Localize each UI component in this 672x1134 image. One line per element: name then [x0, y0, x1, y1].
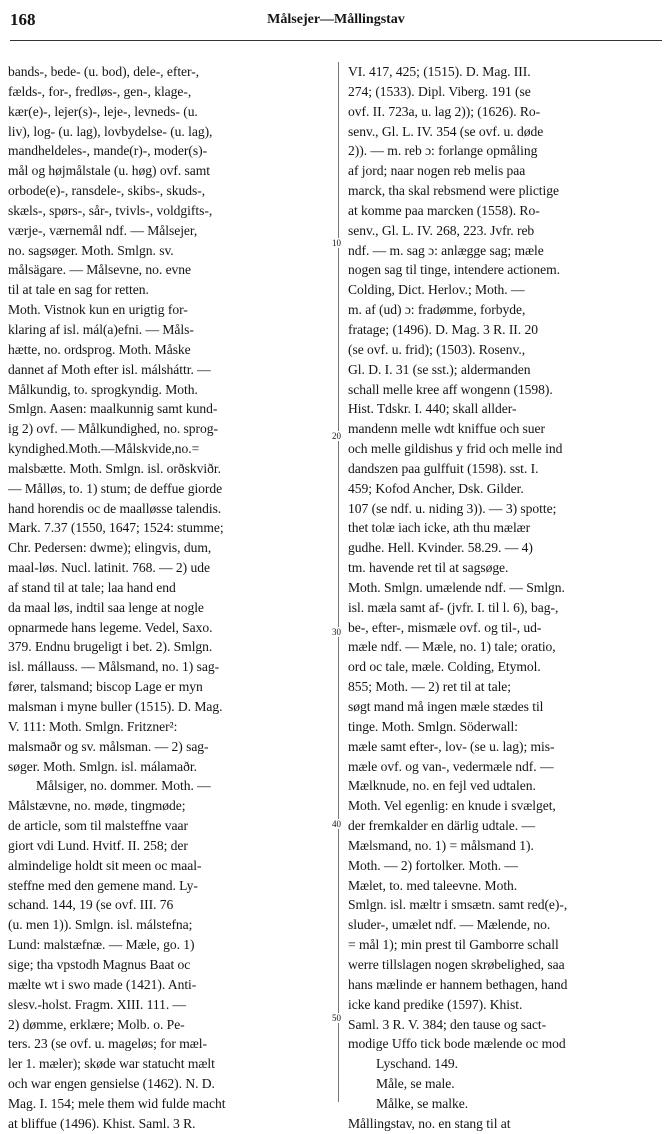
text-line: Mælsmand, no. 1) = målsmand 1).	[348, 837, 534, 853]
text-line: nogen sag til tinge, intendere actionem.	[348, 262, 561, 278]
text-line: liv), log- (u. lag), lovbydelse- (u. lag),	[8, 123, 213, 139]
text-line: och war engen gensielse (1462). N. D.	[8, 1076, 215, 1092]
text-line: Hist. Tdskr. I. 440; skall allder-	[348, 401, 517, 417]
text-line: orbode(e)-, ransdele-, skibs-, skuds-,	[8, 183, 206, 199]
text-line: schand. 144, 19 (se ovf. III. 76	[8, 897, 174, 913]
text-line: isl. mállauss. — Målsmand, no. 1) sag-	[8, 659, 220, 675]
text-line: ig 2) ovf. — Målkundighed, no. sprog-	[8, 421, 218, 437]
text-line: Lyschand. 149.	[376, 1056, 458, 1072]
text-line: be-, efter-, mismæle ovf. og til-, ud-	[348, 619, 542, 635]
text-line: 107 (se ndf. u. niding 3)). — 3) spotte;	[348, 500, 557, 516]
text-line: werre tillslagen nogen skrøbelighed, saa	[348, 956, 565, 972]
text-line: sige; tha vpstodh Magnus Baat oc	[8, 956, 191, 972]
text-line: dandszen paa gulffuit (1598). sst. I.	[348, 460, 539, 476]
text-line: Målsiger, no. dommer. Moth. —	[36, 778, 211, 794]
text-line: m. af (ud) ɔ: fradømme, forbyde,	[348, 302, 526, 318]
text-line: fælds-, for-, fredløs-, gen-, klage-,	[8, 83, 192, 99]
text-line: senv., Gl. L. IV. 354 (se ovf. u. døde	[348, 123, 544, 139]
running-head: Målsejer—Mållingstav	[267, 12, 405, 27]
text-line: 459; Kofod Ancher, Dsk. Gilder.	[348, 480, 524, 496]
text-line: thet tolæ iach icke, ath thu mælær	[348, 520, 531, 536]
text-line: hans mælinde er hannem bethagen, hand	[348, 976, 568, 992]
text-line: opnarmede hans legeme. Vedel, Saxo.	[8, 619, 213, 635]
text-line: mandenn melle wdt kniffue och suer	[348, 421, 545, 437]
text-line: giort vdi Lund. Hvitf. II. 258; der	[8, 837, 188, 853]
text-line: Smlgn. isl. mæltr i smsætn. samt red(e)-,	[348, 897, 568, 913]
text-line: der fremkalder en därlig udtale. —	[348, 818, 536, 834]
text-line: Moth. — 2) fortolker. Moth. —	[348, 857, 518, 873]
text-line: Mark. 7.37 (1550, 1647; 1524: stumme;	[8, 520, 224, 536]
text-line: af jord; naar nogen reb melis paa	[348, 163, 526, 179]
text-line: almindelige holdt sit meen oc maal-	[8, 857, 202, 873]
text-line: til at tale en sag for retten.	[8, 282, 149, 298]
text-line: ndf. — m. sag ɔ: anlægge sag; mæle	[348, 242, 544, 258]
page-number: 168	[10, 10, 36, 29]
text-line: kyndighed.Moth.—Målskvide,no.=	[8, 441, 200, 457]
text-line: at bliffue (1496). Khist. Saml. 3 R.	[8, 1115, 196, 1131]
text-line: Saml. 3 R. V. 384; den tause og sact-	[348, 1016, 547, 1032]
text-line: V. 111: Moth. Smlgn. Fritzner²:	[8, 718, 178, 734]
text-line: Moth. Smlgn. umælende ndf. — Smlgn.	[348, 579, 565, 595]
text-line: søgt mand må ingen mæle stædes til	[348, 699, 544, 714]
text-line: gudhe. Hell. Kvinder. 58.29. — 4)	[348, 540, 533, 556]
page-header	[10, 4, 662, 32]
left-column	[8, 62, 334, 1134]
text-line: skæls-, spørs-, sår-, tvivls-, voldgifts-,	[8, 202, 213, 218]
text-line: Smlgn. Aasen: maalkunnig samt kund-	[8, 401, 218, 417]
text-line: Mælknude, no. en fejl ved udtalen.	[348, 778, 536, 794]
text-line: tm. havende ret til at sagsøge.	[348, 560, 509, 576]
text-line: kær(e)-, lejer(s)-, leje-, levneds- (u.	[8, 103, 198, 119]
column-divider	[338, 62, 339, 1102]
text-line: steffne med den gemene mand. Ly-	[8, 877, 198, 893]
text-line: senv., Gl. L. IV. 268, 223. Jvfr. reb	[348, 222, 535, 238]
text-line: malsman i myne buller (1515). D. Mag.	[8, 699, 223, 714]
text-line: mål og højmålstale (u. høg) ovf. samt	[8, 163, 211, 179]
text-line: slesv.-holst. Fragm. XIII. 111. —	[8, 996, 187, 1012]
text-line: 2) dømme, erklære; Molb. o. Pe-	[8, 1016, 185, 1032]
text-line: icke kand predike (1597). Khist.	[348, 996, 523, 1012]
text-line: af stand til at tale; laa hand end	[8, 579, 176, 595]
text-line: Mållingstav, no. en stang til at	[348, 1115, 511, 1131]
right-column	[348, 62, 664, 1134]
header-rule	[10, 40, 662, 41]
text-line: (se ovf. u. frid); (1503). Rosenv.,	[348, 341, 526, 357]
text-line: værje-, værnemål ndf. — Målsejer,	[8, 222, 198, 238]
text-line: ler 1. mæler); skøde war statucht mælt	[8, 1056, 215, 1072]
text-line: 274; (1533). Dipl. Viberg. 191 (se	[348, 83, 531, 99]
text-line: Gl. D. I. 31 (se sst.); aldermanden	[348, 361, 531, 377]
text-line: mæle ndf. — Mæle, no. 1) tale; oratio,	[348, 639, 556, 655]
text-line: no. sagsøger. Moth. Smlgn. sv.	[8, 242, 174, 258]
text-line: fører, talsmand; biscop Lage er myn	[8, 679, 203, 695]
text-line: 855; Moth. — 2) ret til at tale;	[348, 679, 512, 695]
text-line: mæle ovf. og van-, vedermæle ndf. —	[348, 758, 554, 774]
text-line: hætte, no. ordsprog. Moth. Måske	[8, 341, 191, 357]
text-line: 379. Endnu brugeligt i bet. 2). Smlgn.	[8, 639, 213, 655]
text-line: maal-løs. Nucl. latinit. 768. — 2) ude	[8, 560, 210, 576]
text-line: de article, som til malsteffne vaar	[8, 818, 188, 834]
text-line: (u. men 1)). Smlgn. isl. málstefna;	[8, 917, 193, 933]
text-line: Moth. Vistnok kun en urigtig for-	[8, 302, 188, 318]
text-line: ord oc tale, mæle. Colding, Etymol.	[348, 659, 541, 675]
margin-line-number: 30	[332, 627, 341, 637]
text-line: klaring af isl. mál(a)efni. — Måls-	[8, 321, 194, 337]
text-line: schall melle kree aff wongenn (1598).	[348, 381, 553, 397]
margin-line-number: 50	[332, 1013, 341, 1023]
text-line: Mælet, to. med taleevne. Moth.	[348, 877, 518, 893]
text-line: søger. Moth. Smlgn. isl. málamaðr.	[8, 758, 197, 774]
text-line: fratage; (1496). D. Mag. 3 R. II. 20	[348, 321, 538, 337]
text-line: hand horendis oc de maalløsse talendis.	[8, 500, 222, 516]
margin-line-number: 20	[332, 431, 341, 441]
text-line: och melle gildishus y frid och melle ind	[348, 441, 563, 457]
text-line: mandheldeles-, mande(r)-, moder(s)-	[8, 143, 208, 159]
text-line: Chr. Pedersen: dwme); elingvis, dum,	[8, 540, 212, 556]
text-line: at komme paa marcken (1558). Ro-	[348, 202, 540, 218]
text-line: Moth. Vel egenlig: en knude i svælget,	[348, 798, 556, 814]
margin-line-number: 10	[332, 238, 341, 248]
text-line: marck, tha skal rebsmend were plictige	[348, 183, 559, 199]
text-line: Mag. I. 154; mele them wid fulde macht	[8, 1095, 226, 1111]
text-line: = mål 1); min prest til Gamborre schall	[348, 937, 559, 953]
text-line: sluder-, umælet ndf. — Mælende, no.	[348, 917, 551, 933]
text-line: malsbætte. Moth. Smlgn. isl. orðskviðr.	[8, 460, 221, 476]
text-line: ters. 23 (se ovf. u. mageløs; for mæl-	[8, 1036, 207, 1052]
text-line: Målkundig, to. sprogkyndig. Moth.	[8, 381, 198, 397]
text-line: VI. 417, 425; (1515). D. Mag. III.	[348, 64, 531, 79]
text-line: — Målløs, to. 1) stum; de deffue giorde	[8, 480, 223, 496]
text-line: 2)). — m. reb ɔ: forlange opmåling	[348, 143, 538, 159]
text-line: Måle, se male.	[376, 1076, 455, 1092]
text-line: isl. mæla samt af- (jvfr. I. til l. 6), bag-,	[348, 599, 559, 615]
text-line: tinge. Moth. Smlgn. Söderwall:	[348, 718, 518, 734]
text-line: da maal løs, indtil saa lenge at nogle	[8, 599, 204, 615]
text-line: dannet af Moth efter isl. málsháttr. —	[8, 361, 211, 377]
margin-line-number: 40	[332, 819, 341, 829]
text-line: bands-, bede- (u. bod), dele-, efter-,	[8, 64, 200, 79]
text-line: Målstævne, no. møde, tingmøde;	[8, 798, 186, 814]
text-line: modige Uffo tick bode mælende oc mod	[348, 1036, 566, 1052]
text-line: malsmaðr og sv. målsman. — 2) sag-	[8, 738, 209, 754]
text-line: Colding, Dict. Herlov.; Moth. —	[348, 282, 525, 298]
text-line: målsägare. — Målsevne, no. evne	[8, 262, 192, 278]
text-line: ovf. II. 723a, u. lag 2)); (1626). Ro-	[348, 103, 541, 119]
text-line: mælte wt i swo made (1421). Anti-	[8, 976, 197, 992]
text-line: mæle samt efter-, lov- (se u. lag); mis-	[348, 738, 555, 754]
text-line: Lund: malstæfnæ. — Mæle, go. 1)	[8, 937, 195, 953]
text-line: Målke, se malke.	[376, 1095, 469, 1111]
